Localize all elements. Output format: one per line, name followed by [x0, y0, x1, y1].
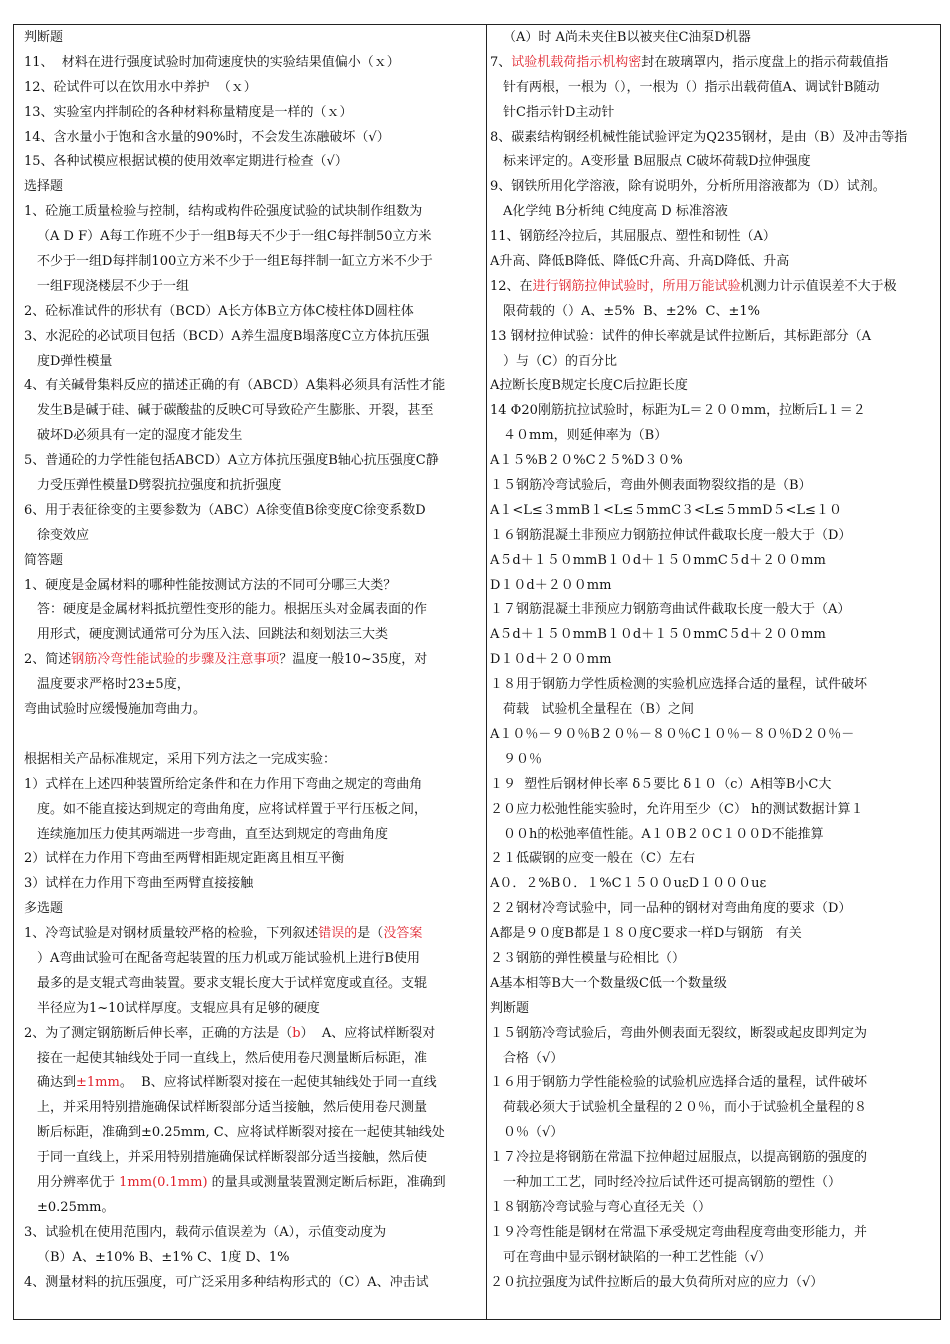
line-text: 3、水泥砼的必试项目包括（BCD）A养生温度B塌落度C立方体抗压强	[24, 328, 430, 344]
line-text: 1、冷弯试验是对钢材质量较严格的检验，下列叙述	[24, 926, 319, 942]
line-text: 1、砼施工质量检验与控制，结构或构件砼强度试验的试块制作组数为	[24, 204, 423, 220]
text-line	[490, 449, 937, 474]
line-text: 多选题	[24, 901, 64, 917]
text-line	[24, 275, 480, 300]
left-column	[24, 26, 480, 1295]
highlighted-text: 没答案	[383, 926, 423, 942]
line-text: ２０抗拉强度为试件拉断后的最大负荷所对应的应力（√）	[490, 1274, 824, 1290]
line-text: 上，并采用特别措施确保试样断裂部分适当接触，然后使用卷尺测量	[37, 1100, 428, 1116]
text-line	[490, 26, 937, 51]
text-line	[24, 150, 480, 175]
line-text: ２０应力松弛性能实验时，允许用至少（C） h的测试数据计算１	[490, 801, 864, 817]
text-line	[24, 1047, 480, 1072]
text-line	[24, 1146, 480, 1171]
line-text: 合格（√）	[503, 1050, 564, 1066]
line-text: 14 Φ20刚筋抗拉试验时，标距为L＝２００mm，拉断后L１＝２	[490, 403, 866, 419]
line-text: 可在弯曲中显示钢材缺陷的一种工艺性能（√）	[503, 1249, 772, 1265]
highlighted-text: 1mm(0.1mm)	[119, 1174, 208, 1190]
line-text: A都是９０度B都是１８０度C要求一样D与钢筋 有关	[490, 926, 802, 942]
text-line	[490, 598, 937, 623]
line-text: 一种加工工艺，同时经冷拉后试件还可提高钢筋的塑性（）	[503, 1174, 842, 1190]
text-line	[490, 798, 937, 823]
line-text: A升高、降低B降低、降低C升高、升高D降低、升高	[490, 254, 790, 270]
line-text: A５d＋１５０mmB１０d＋１５０mmC５d＋２００mm	[490, 552, 826, 568]
line-text: 1）式样在上述四种装置所给定条件和在力作用下弯曲之规定的弯曲角	[24, 776, 423, 792]
line-text: 11、钢筋经冷拉后，其屈服点、塑性和韧性（A）	[490, 229, 776, 245]
text-line	[490, 698, 937, 723]
line-text: １６用于钢筋力学性能检验的试验机应选择合适的量程，试件破坏	[490, 1075, 868, 1091]
line-text: ２１低碳钢的应变一般在（C）左右	[490, 851, 695, 867]
text-line	[24, 698, 480, 723]
text-line	[24, 872, 480, 897]
text-line	[24, 325, 480, 350]
highlighted-text: ±1mm	[76, 1075, 120, 1091]
text-line	[490, 399, 937, 424]
highlighted-text: 试验机载荷指示机构密	[511, 54, 642, 70]
text-line	[24, 76, 480, 101]
line-text: 答：硬度是金属材料抵抗塑性变形的能力。根据压头对金属表面的作	[37, 602, 428, 618]
text-line	[24, 623, 480, 648]
line-text: （A）时 A尚未夹住B以被夹住C油泵D机器	[503, 30, 751, 45]
highlighted-text: b	[292, 1025, 301, 1041]
text-line	[24, 1096, 480, 1121]
line-text: 断后标距，准确到±0.25mm, C、应将试样断裂对接在一起使其轴线处	[37, 1125, 445, 1141]
text-line	[24, 1121, 480, 1146]
line-text: ±0.25mm。	[37, 1199, 115, 1215]
line-text: 2、为了测定钢筋断后伸长率，正确的方法是（	[24, 1025, 293, 1041]
text-line	[24, 947, 480, 972]
text-line	[24, 997, 480, 1022]
text-line	[490, 623, 937, 648]
line-text: 针有两根，一根为（），一根为（）指示出载荷值A、调试针B随动	[503, 79, 880, 95]
text-line	[24, 200, 480, 225]
line-text: 连续施加压力使其两端进一步弯曲，直至达到规定的弯曲角度	[37, 826, 389, 842]
line-text: 荷载 试验机全量程在（B）之间	[503, 702, 694, 718]
highlighted-text: 进行钢筋拉伸试验时，所用万能试验	[532, 278, 741, 294]
text-line	[490, 897, 937, 922]
line-text: 弯曲试验时应缓慢施加弯曲力。	[24, 702, 207, 718]
line-text: 9、钢铁所用化学溶液，除有说明外，分析所用溶液都为（D）试剂。	[490, 179, 886, 195]
text-line	[490, 648, 937, 673]
text-line	[24, 474, 480, 499]
line-text: 限荷载的（）A、±5% B、±2% C、±1%	[503, 303, 760, 319]
text-line	[490, 997, 937, 1022]
text-line	[490, 499, 937, 524]
line-text: １９冷弯性能是钢材在常温下承受规定弯曲程度弯曲变形能力，并	[490, 1224, 868, 1240]
text-line	[24, 1221, 480, 1246]
text-line	[490, 1047, 937, 1072]
line-text: ） A、应将试样断裂对	[300, 1025, 436, 1041]
text-line	[490, 922, 937, 947]
line-text: 封在玻璃罩内，指示度盘上的指示荷载值指	[641, 54, 889, 70]
text-line	[490, 1221, 937, 1246]
line-text: ４０mm，则延伸率为（B）	[503, 428, 668, 444]
text-line	[24, 26, 480, 51]
text-line	[24, 823, 480, 848]
line-text: （A D F）A每工作班不少于一组B每天不少于一组C每拌制50立方米	[37, 229, 432, 245]
text-line	[490, 1146, 937, 1171]
text-line	[24, 51, 480, 76]
text-line	[490, 474, 937, 499]
line-text: 14、含水量小于饱和含水量的90%时，不会发生冻融破坏（√）	[24, 129, 390, 145]
text-line	[24, 399, 480, 424]
line-text: １６钢筋混凝土非预应力钢筋拉伸试件截取长度一般大于（D）	[490, 527, 852, 543]
text-line	[24, 1246, 480, 1271]
line-text: 4、有关碱骨集料反应的描述正确的有（ABCD）A集料必须具有活性才能	[24, 378, 446, 394]
text-line	[24, 449, 480, 474]
line-text: ）与（C）的百分比	[503, 353, 617, 369]
text-line	[24, 773, 480, 798]
line-text: A０．２%B０．１%C１５００uεD１０００uε	[490, 876, 767, 892]
line-text: 于同一直线上，并采用特别措施确保试样断裂部分适当接触，然后使	[37, 1150, 428, 1166]
line-text: 7、	[490, 54, 512, 70]
line-text: 判断题	[490, 1000, 530, 1016]
line-text: 半径应为1~10试样厚度。支辊应具有足够的硬度	[37, 1000, 320, 1016]
text-line	[490, 126, 937, 151]
text-line	[24, 424, 480, 449]
line-text: 6、用于表征徐变的主要参数为（ABC）A徐变值B徐变度C徐变系数D	[24, 502, 426, 518]
text-line	[24, 1171, 480, 1196]
text-line	[24, 1071, 480, 1096]
line-text: （B）A、±10% B、±1% C、1度 D、1%	[37, 1249, 290, 1265]
line-text: 判断题	[24, 30, 64, 45]
line-text: １８钢筋冷弯试验与弯心直径无关（）	[490, 1199, 712, 1215]
line-text: １９ 塑性后钢材伸长率 δ５要比 δ１０（c）A相等B小C大	[490, 776, 832, 792]
text-line	[24, 300, 480, 325]
text-line	[24, 972, 480, 997]
text-line	[490, 325, 937, 350]
text-line	[490, 101, 937, 126]
text-line	[24, 250, 480, 275]
line-text: 是（	[357, 926, 384, 942]
text-line	[490, 1171, 937, 1196]
line-text: 一组F现浇楼层不少于一组	[37, 278, 190, 294]
line-text: ２３钢筋的弹性模量与砼相比（）	[490, 950, 686, 966]
line-text: 8、碳素结构钢经机械性能试验评定为Q235钢材，是由（B）及冲击等指	[490, 129, 908, 145]
line-text: 标来评定的。A变形量 B屈服点 C破坏荷载D拉伸强度	[503, 154, 811, 170]
line-text: 12、砼试件可以在饮用水中养护 （ｘ）	[24, 79, 257, 95]
line-text: ００h的松弛率值性能。A１０B２０C１００D不能推算	[503, 826, 824, 842]
line-text: 选择题	[24, 179, 64, 195]
line-text: 3、试验机在使用范围内，载荷示值误差为（A），示值变动度为	[24, 1224, 387, 1240]
text-line	[490, 225, 937, 250]
text-line	[24, 847, 480, 872]
highlighted-text: 钢筋冷弯性能试验的步骤及注意事项	[71, 652, 280, 668]
line-text: 用分辨率优于	[37, 1174, 120, 1190]
line-text: 的量具或测量装置测定断后标距，准确到	[207, 1174, 446, 1190]
text-line	[24, 225, 480, 250]
line-text: 最多的是支辊式弯曲装置。要求支辊长度大于试样宽度或直径。支辊	[37, 975, 428, 991]
line-text: 根据相关产品标准规定，采用下列方法之一完成实验：	[24, 751, 337, 767]
line-text: 度D弹性模量	[37, 353, 113, 369]
line-text: １５钢筋冷弯试验后，弯曲外侧表面无裂纹，断裂或起皮即判定为	[490, 1025, 868, 1041]
column-divider	[486, 24, 487, 1320]
text-line	[24, 574, 480, 599]
text-line	[490, 549, 937, 574]
text-line	[490, 1196, 937, 1221]
text-line	[24, 374, 480, 399]
text-line	[490, 200, 937, 225]
text-line	[490, 947, 937, 972]
line-text: A拉断长度B规定长度C后拉距长度	[490, 378, 688, 394]
text-line	[24, 524, 480, 549]
line-text: A５d＋１５０mmB１０d＋１５０mmC５d＋２００mm	[490, 627, 826, 643]
text-line	[490, 51, 937, 76]
line-text: 机测力计示值误差不大于极	[740, 278, 897, 294]
line-text: 2）试样在力作用下弯曲至两臂相距规定距离且相互平衡	[24, 851, 345, 867]
line-text: １７冷拉是将钢筋在常温下拉伸超过屈服点，以提高钢筋的强度的	[490, 1150, 868, 1166]
text-line	[490, 374, 937, 399]
line-text: １８用于钢筋力学性质检测的实验机应选择合适的量程，试件破坏	[490, 677, 868, 693]
line-text: 1、硬度是金属材料的哪种性能按测试方法的不同可分哪三大类？	[24, 577, 397, 593]
line-text: 5、普通砼的力学性能包括ABCD）A立方体抗压强度B轴心抗压强度C静	[24, 453, 439, 469]
text-line	[24, 1196, 480, 1221]
line-text: ）A弯曲试验可在配备弯起装置的压力机或万能试验机上进行B使用	[37, 950, 420, 966]
text-line	[24, 598, 480, 623]
text-line	[490, 1071, 937, 1096]
text-line	[24, 175, 480, 200]
text-line	[24, 648, 480, 673]
line-text: １７钢筋混凝土非预应力钢筋弯曲试件截取长度一般大于（A）	[490, 602, 851, 618]
text-line	[24, 897, 480, 922]
line-text: 针C指示针D主动针	[503, 104, 615, 120]
text-line	[24, 748, 480, 773]
line-text: 度。如不能直接达到规定的弯曲角度，应将试样置于平行压板之间，	[37, 801, 428, 817]
text-line	[490, 1271, 937, 1296]
text-line	[490, 1096, 937, 1121]
text-line	[490, 350, 937, 375]
text-line	[490, 250, 937, 275]
line-text: 11、 材料在进行强度试验时加荷速度快的实验结果值偏小（ｘ）	[24, 54, 400, 70]
text-line	[490, 1121, 937, 1146]
line-text: 接在一起使其轴线处于同一直线上，然后使用卷尺测量断后标距，准	[37, 1050, 428, 1066]
line-text: A化学纯 B分析纯 C纯度高 D 标准溶液	[503, 204, 728, 220]
line-text: 12、在	[490, 278, 533, 294]
text-line	[490, 748, 937, 773]
line-text: 徐变效应	[37, 527, 90, 543]
line-text: 。 B、应将试样断裂对接在一起使其轴线处于同一直线	[119, 1075, 437, 1091]
line-text: ９０％	[503, 751, 543, 767]
text-line	[24, 350, 480, 375]
text-line	[490, 574, 937, 599]
line-text: 不少于一组D每拌制100立方米不少于一组E每拌制一缸立方米不少于	[37, 254, 433, 270]
line-text: 13、实验室内拌制砼的各种材料称量精度是一样的（ｘ）	[24, 104, 353, 120]
line-text: A１５%B２０%C２５%D３０%	[490, 453, 683, 469]
line-text: 确达到	[37, 1075, 77, 1091]
text-line	[490, 175, 937, 200]
text-line	[490, 872, 937, 897]
text-line	[490, 150, 937, 175]
line-text: 13 钢材拉伸试验：试件的伸长率就是试件拉断后，其标距部分（A	[490, 328, 872, 344]
line-text: 4、测量材料的抗压强度，可广泛采用多种结构形式的（C）A、冲击试	[24, 1274, 429, 1290]
text-line	[490, 1022, 937, 1047]
text-line	[24, 798, 480, 823]
line-text: 简答题	[24, 552, 64, 568]
text-line	[490, 1246, 937, 1271]
text-line	[490, 300, 937, 325]
text-line	[490, 972, 937, 997]
text-line	[24, 126, 480, 151]
line-text: 用形式，硬度测试通常可分为压入法、回跳法和刻划法三大类	[37, 627, 389, 643]
line-text: D１０d＋２００mm	[490, 577, 612, 593]
text-line	[490, 723, 937, 748]
text-line	[24, 101, 480, 126]
text-line	[24, 549, 480, 574]
text-line	[490, 424, 937, 449]
line-text: 15、各种试模应根据试模的使用效率定期进行检查（√）	[24, 154, 348, 170]
line-text: A１０％－９０％B２０％－８０％C１０％－８０％D２０％－	[490, 726, 855, 742]
text-line	[24, 922, 480, 947]
line-text: D１０d＋２００mm	[490, 652, 612, 668]
line-text: 力受压弹性模量D劈裂抗拉强度和抗折强度	[37, 478, 282, 494]
text-line	[490, 823, 937, 848]
line-text: A１<L≤３mmB１<L≤５mmC３<L≤５mmD５<L≤１０	[490, 502, 842, 518]
highlighted-text: 错误的	[318, 926, 358, 942]
line-text: ？温度一般10~35度，对	[279, 652, 428, 668]
line-text: A基本相等B大一个数量级C低一个数量级	[490, 975, 727, 991]
text-line	[490, 275, 937, 300]
right-column	[490, 26, 937, 1295]
line-text: 温度要求严格时23±5度，	[37, 677, 190, 693]
line-text: 2、简述	[24, 652, 72, 668]
line-text: ２２钢材冷弯试验中，同一品种的钢材对弯曲角度的要求（D）	[490, 901, 852, 917]
text-line	[490, 524, 937, 549]
text-line	[490, 847, 937, 872]
text-line	[490, 673, 937, 698]
text-line	[24, 1271, 480, 1296]
text-line	[24, 499, 480, 524]
line-text: １５钢筋冷弯试验后，弯曲外侧表面物裂纹指的是（B）	[490, 478, 812, 494]
text-line	[490, 773, 937, 798]
text-line	[24, 723, 480, 748]
line-text: 3）试样在力作用下弯曲至两臂直接接触	[24, 876, 254, 892]
text-line	[490, 76, 937, 101]
line-text: 破坏D必须具有一定的湿度才能发生	[37, 428, 243, 444]
text-line	[24, 673, 480, 698]
line-text: ０％（√）	[503, 1125, 564, 1141]
line-text: 荷载必须大于试验机全量程的２０％，而小于试验机全量程的８	[503, 1100, 868, 1116]
line-text: 发生B是碱于硅、碱于碳酸盐的反映C可导致砼产生膨胀、开裂，甚至	[37, 403, 434, 419]
text-line	[24, 1022, 480, 1047]
line-text: 2、砼标准试件的形状有（BCD）A长方体B立方体C棱柱体D圆柱体	[24, 303, 414, 319]
